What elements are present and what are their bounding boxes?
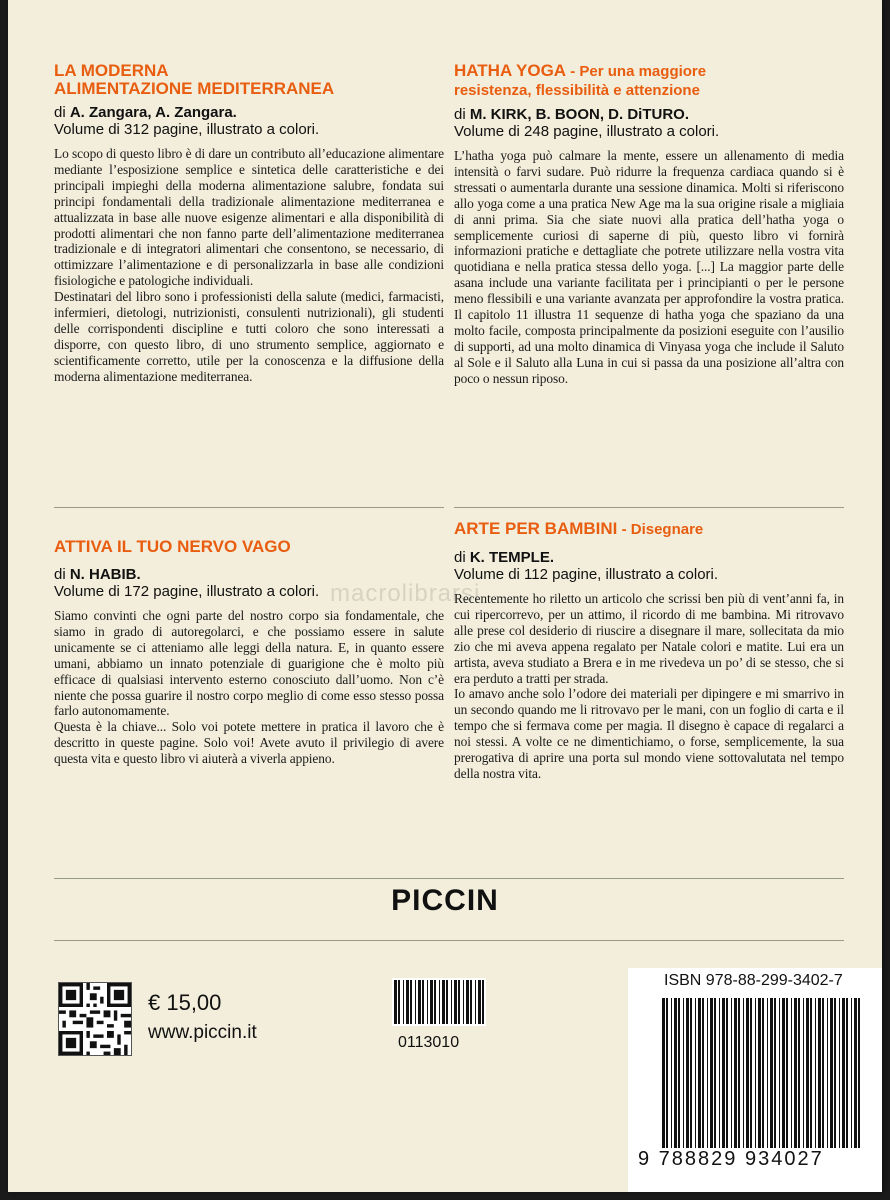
barcode-bar [798,998,800,1148]
book-title-line1: LA MODERNA [54,61,169,80]
book-title-line1: ARTE PER BAMBINI [454,519,618,538]
barcode-bar [710,998,713,1148]
barcode-bar [846,998,848,1148]
barcode-bar [726,998,728,1148]
barcode-bar [410,980,412,1024]
barcode-bar [791,998,792,1148]
internal-barcode [392,978,486,1026]
description-paragraph: Siamo convinti che ogni parte del nostro corpo sia fondamentale, che siamo in grado di autoregolarci, e che possiamo essere in salute unicamente se ci atteniamo alle leggi della natura. E, in quanto essere umani, abbiamo un innato potenziale di guarigione che è molto più efficace di qualsiasi intervento esterno conosciuto dall’uomo. Non c’è niente che possa guarire il nostro corpo meglio di come esso stesso possa farlo autonomamente. [54,608,444,719]
barcode-bar [458,980,460,1024]
isbn-digits: 9 788829 934027 [638,1148,824,1170]
barcode-bar [683,998,684,1148]
publisher-website: www.piccin.it [148,1022,257,1043]
barcode-bar [695,998,696,1148]
barcode-bar [702,998,704,1148]
barcode-bar [770,998,773,1148]
author-names: N. HABIB. [69,566,141,583]
barcode-bar [707,998,708,1148]
barcode-bar [451,980,452,1024]
book-title [54,538,444,556]
barcode-bar [398,980,400,1024]
barcode-bar [686,998,689,1148]
book-author [54,104,444,121]
barcode-bar [678,998,680,1148]
barcode-bar [466,980,469,1024]
publisher-logo: PICCIN [391,884,499,917]
barcode-bar [430,980,433,1024]
book-entry-arte-bambini [454,520,844,782]
book-back-cover [8,0,882,1192]
book-volume: Volume di 312 pagine, illustrato a colori. [54,121,320,138]
barcode-bar [806,998,809,1148]
barcode-bar [818,998,821,1148]
barcode-bar [750,998,752,1148]
barcode-bar [743,998,744,1148]
author-names: M. KIRK, B. BOON, D. DiTURO. [469,106,690,123]
barcode-bar [779,998,780,1148]
book-entry-hatha-yoga [454,62,844,387]
barcode-bar [762,998,764,1148]
description-paragraph: Questa è la chiave... Solo voi potete mettere in pratica il lavoro che è descritto in queste pagine. Solo voi! Avete avuto il privilegio di avere questa vita e questo libro vi aiuterà a viverla appieno. [54,719,444,767]
barcode-bar [746,998,749,1148]
author-prefix: di [454,549,470,566]
book-volume: Volume di 248 pagine, illustrato a colori. [454,123,720,140]
barcode-bar [782,998,785,1148]
barcode-bar [842,998,845,1148]
isbn-label: ISBN 978-88-299-3402-7 [664,972,843,989]
barcode-bar [839,998,840,1148]
barcode-bar [738,998,740,1148]
barcode-bar [851,998,852,1148]
barcode-bar [834,998,836,1148]
barcode-bar [803,998,804,1148]
barcode-bar [403,980,404,1024]
barcode-bar [734,998,737,1148]
book-author [454,106,844,123]
section-divider [54,507,444,508]
barcode-bar [482,980,484,1024]
description-paragraph: Recentemente ho riletto un articolo che scrissi ben più di vent’anni fa, in cui ripercorrevo, per un attimo, il ricordo di me bambina. Mi ritrovavo alle prese col desiderio di riuscire a disegnare il mare, sollecitata da mio zio che mi aveva appena regalato per Natale colori e matite. Lui era un artista, aveva studiato a Brera e in me rivedeva un po’ di se stesso, che si era perduto a tratti per strada. [454,591,844,686]
qr-code [58,982,132,1056]
barcode-bar [674,998,677,1148]
book-title-line2: resistenza, flessibilità e attenzione [454,82,700,99]
barcode-bar [854,998,857,1148]
barcode-bar [671,998,672,1148]
barcode-bar [690,998,692,1148]
author-prefix: di [54,104,70,121]
book-title [54,62,444,98]
barcode-bar [767,998,768,1148]
author-prefix: di [54,566,70,583]
barcode-bar [427,980,428,1024]
barcode-bar [758,998,761,1148]
book-description [454,148,844,387]
barcode-bar [774,998,776,1148]
internal-barcode-graphic [392,978,486,1026]
barcode-bar [446,980,448,1024]
barcode-bar [786,998,788,1148]
barcode-bar [719,998,720,1148]
barcode-bar [442,980,445,1024]
book-description [454,591,844,782]
barcode-bar [698,998,701,1148]
barcode-bar [434,980,436,1024]
barcode-bar [810,998,812,1148]
barcode-bar [418,980,421,1024]
barcode-bar [830,998,833,1148]
author-prefix: di [454,106,470,123]
description-paragraph: Lo scopo di questo libro è di dare un contributo all’educazione alimentare mediante l’esposizione semplice e sintetica delle caratteristiche e dei principali impieghi della moderna alimentazione salubre, fondata sui principi fondamentali della tradizionale alimentazione mediterranea e attualizzata in base alle nuove esigenze alimentari e alla disponibilità di prodotti alimentari che non fanno parte dell’alimentazione mediterranea tradizionale e di integratori alimentari che consentono, se necessario, di ottimizzare l’alimentazione e di personalizzarla in base alle condizioni fisiologiche e patologiche individuali. [54,146,444,289]
book-author [54,566,444,583]
barcode-bar [470,980,472,1024]
barcode-bar [475,980,476,1024]
barcode-bar [422,980,424,1024]
book-title-line1: ATTIVA IL TUO NERVO VAGO [54,537,291,556]
description-paragraph: Destinatari del libro sono i professionisti della salute (medici, farmacisti, infermieri, dietologi, nutrizionisti, consulenti nutrizionali), gli studenti delle corrispondenti discipline e tutti coloro che sono interessati a disporre, con questo libro, di uno strumento semplice, aggiornato e scientificamente corretto, utile per la conoscenza e la diffusione della moderna alimentazione mediterranea. [54,289,444,384]
barcode-bar [415,980,416,1024]
watermark: macrolibrarsi [330,580,481,607]
barcode-bar [478,980,481,1024]
internal-code: 0113010 [398,1034,460,1051]
book-entry-alimentazione [54,62,444,385]
description-paragraph: Io amavo anche solo l’odore dei materiali per dipingere e mi smarrivo in un secondo quando me li ritrovavo per le mani, con un foglio di carta e il tempo che si fermava come per magia. Il disegno è capace di regalarci a noi stessi. A volte ce ne dimentichiamo, o forse, semplicemente, la sua prerogativa di aprire una porta sul mondo viene sottovalutata nel tempo della nostra vita. [454,686,844,781]
book-entry-nervo-vago [54,538,444,767]
book-title [454,520,844,539]
description-paragraph: L’hatha yoga può calmare la mente, essere un allenamento di media intensità o farvi sudare. Può ridurre la frequenza cardiaca quando si è stressati o aumentarla durante una sessione dinamica. Molti si riferiscono allo yoga come a una pratica New Age ma la sua origine risale a migliaia di anni prima. Sia che siate nuovi alla pratica dell’hatha yoga o semplicemente curiosi di saperne di più, questo libro vi fornirà informazioni pratiche e dettagliate che potrete utilizzare nella vostra vita quotidiana e nella pratica stessa dello yoga. [...] La maggior parte delle asana include una variante facilitata per i principianti o per le persone meno flessibili e una variante avanzata per approfondire la vostra pratica. Il capitolo 11 illustra 11 sequenze di hatha yoga che spaziano da una molto facile, composta principalmente da posizioni eseguite con l’ausilio di supporti, ad una molto dinamica di Vinyasa yoga che include il Saluto al Sole e il Saluto alla Luna in cui si passa da una posizione all’altra con poco o nessun riposo. [454,148,844,386]
publisher-divider-bottom [54,940,844,941]
barcode-bar [827,998,828,1148]
barcode-bar [722,998,725,1148]
book-volume: Volume di 112 pagine, illustrato a colori. [454,566,719,583]
barcode-bar [406,980,409,1024]
barcode-bar [858,998,860,1148]
book-subtitle: - Per una maggiore [566,63,707,80]
book-author [454,549,844,566]
book-title-line1: HATHA YOGA [454,61,567,80]
barcode-bar [822,998,824,1148]
barcode-bar [755,998,756,1148]
barcode-bar [662,998,665,1148]
author-names: K. TEMPLE. [469,549,555,566]
book-description [54,608,444,767]
barcode-bar [794,998,797,1148]
barcode-bar [666,998,668,1148]
book-title [454,62,844,100]
barcode-bar [463,980,464,1024]
book-volume: Volume di 172 pagine, illustrato a colori. [54,583,320,600]
price: € 15,00 [148,990,222,1015]
barcode-bar [394,980,397,1024]
author-names: A. Zangara, A. Zangara. [69,104,237,121]
book-subtitle: - Disegnare [617,521,704,538]
publisher-divider-top [54,878,844,879]
barcode-bar [815,998,816,1148]
book-description [54,146,444,385]
book-title-line2: ALIMENTAZIONE MEDITERRANEA [54,79,335,98]
section-divider [454,507,844,508]
qr-code-graphic [59,983,131,1055]
barcode-bar [439,980,440,1024]
barcode-bar [731,998,732,1148]
barcode-bar [454,980,457,1024]
barcode-bar [714,998,716,1148]
